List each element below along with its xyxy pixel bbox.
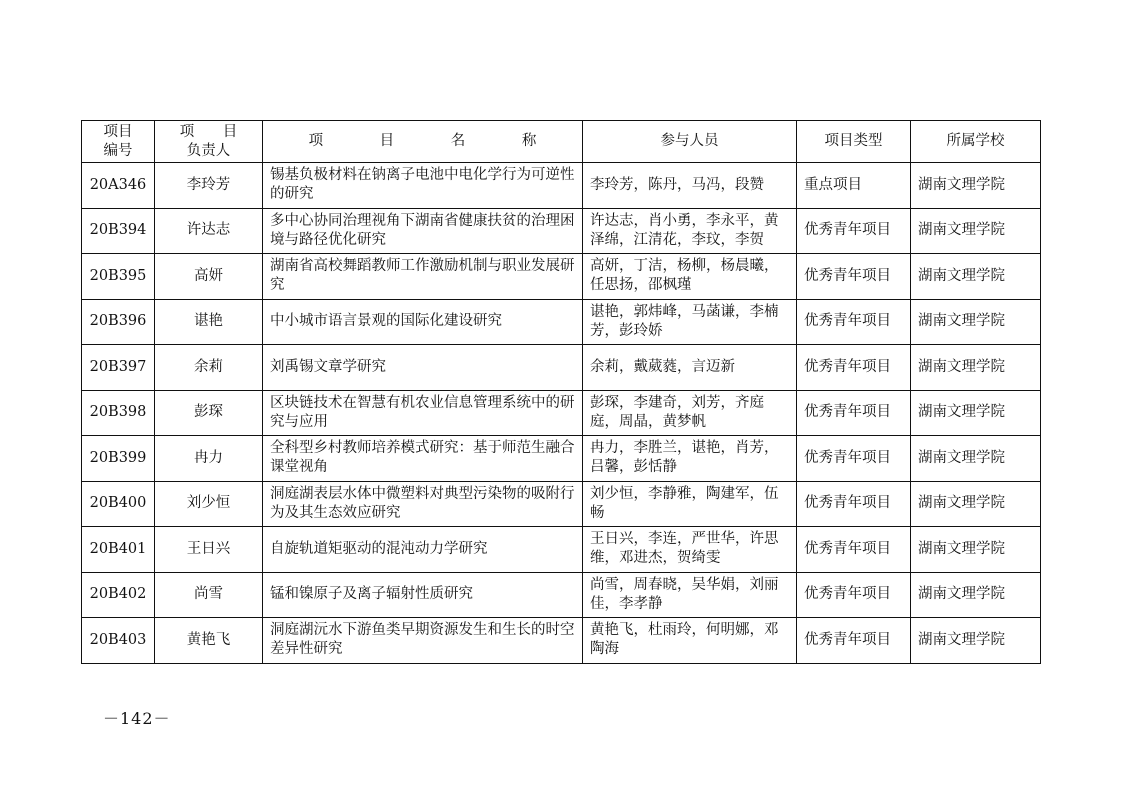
cell-school: 湖南文理学院 <box>911 618 1041 664</box>
cell-leader: 彭琛 <box>155 390 263 436</box>
header-leader-line2: 负责人 <box>186 142 231 159</box>
cell-project-type: 优秀青年项目 <box>797 208 911 254</box>
cell-project-id: 20B394 <box>82 208 155 254</box>
cell-project-type: 优秀青年项目 <box>797 527 911 573</box>
cell-leader: 王日兴 <box>155 527 263 573</box>
cell-leader: 黄艳飞 <box>155 618 263 664</box>
cell-project-type: 优秀青年项目 <box>797 390 911 436</box>
cell-project-type: 优秀青年项目 <box>797 345 911 391</box>
table-row <box>82 481 1041 527</box>
cell-project-name: 全科型乡村教师培养模式研究：基于师范生融合课堂视角 <box>263 436 583 482</box>
cell-members: 冉力，李胜兰，谌艳，肖芳，吕馨，彭恬静 <box>583 436 797 482</box>
table-row <box>82 618 1041 664</box>
table-row <box>82 299 1041 345</box>
table-row <box>82 163 1041 209</box>
cell-project-name: 湖南省高校舞蹈教师工作激励机制与职业发展研究 <box>263 254 583 300</box>
header-project-name-label: 项 目 名 称 <box>308 133 563 149</box>
cell-school: 湖南文理学院 <box>911 299 1041 345</box>
cell-project-type: 优秀青年项目 <box>797 572 911 618</box>
header-project-type: 项目类型 <box>797 121 911 163</box>
cell-project-name: 多中心协同治理视角下湖南省健康扶贫的治理困境与路径优化研究 <box>263 208 583 254</box>
cell-project-id: 20A346 <box>82 163 155 209</box>
cell-school: 湖南文理学院 <box>911 208 1041 254</box>
header-leader <box>155 121 263 163</box>
cell-leader: 冉力 <box>155 436 263 482</box>
table-header <box>82 121 1041 163</box>
cell-school: 湖南文理学院 <box>911 345 1041 391</box>
header-leader-line1: 项 目 <box>179 123 250 140</box>
cell-project-name: 锡基负极材料在钠离子电池中电化学行为可逆性的研究 <box>263 163 583 209</box>
header-project-id-line2: 编号 <box>103 142 133 159</box>
cell-project-type: 重点项目 <box>797 163 911 209</box>
cell-project-id: 20B400 <box>82 481 155 527</box>
cell-project-id: 20B398 <box>82 390 155 436</box>
cell-school: 湖南文理学院 <box>911 254 1041 300</box>
cell-members: 黄艳飞，杜雨玲，何明娜，邓陶海 <box>583 618 797 664</box>
cell-project-id: 20B401 <box>82 527 155 573</box>
header-project-id <box>82 121 155 163</box>
cell-project-id: 20B397 <box>82 345 155 391</box>
table-row <box>82 572 1041 618</box>
cell-school: 湖南文理学院 <box>911 527 1041 573</box>
cell-members: 许达志，肖小勇，李永平，黄泽绵，江清花，李玟，李贺 <box>583 208 797 254</box>
cell-leader: 刘少恒 <box>155 481 263 527</box>
cell-school: 湖南文理学院 <box>911 163 1041 209</box>
cell-members: 高妍，丁洁，杨柳，杨晨曦，任思扬，邵枫瑾 <box>583 254 797 300</box>
header-members: 参与人员 <box>583 121 797 163</box>
cell-project-id: 20B399 <box>82 436 155 482</box>
table-row <box>82 345 1041 391</box>
cell-leader: 李玲芳 <box>155 163 263 209</box>
cell-members: 彭琛，李建奇，刘芳，齐庭庭，周晶，黄梦帆 <box>583 390 797 436</box>
cell-project-type: 优秀青年项目 <box>797 299 911 345</box>
header-project-id-line1: 项目 <box>103 123 133 140</box>
cell-project-name: 区块链技术在智慧有机农业信息管理系统中的研究与应用 <box>263 390 583 436</box>
cell-project-id: 20B395 <box>82 254 155 300</box>
header-row <box>82 121 1041 163</box>
cell-project-name: 自旋轨道矩驱动的混沌动力学研究 <box>263 527 583 573</box>
cell-project-name: 洞庭湖表层水体中微塑料对典型污染物的吸附行为及其生态效应研究 <box>263 481 583 527</box>
cell-members: 王日兴，李连，严世华，许思维，邓进杰，贺绮雯 <box>583 527 797 573</box>
cell-project-type: 优秀青年项目 <box>797 436 911 482</box>
cell-project-name: 洞庭湖沅水下游鱼类早期资源发生和生长的时空差异性研究 <box>263 618 583 664</box>
cell-leader: 谌艳 <box>155 299 263 345</box>
cell-project-name: 刘禹锡文章学研究 <box>263 345 583 391</box>
table-row <box>82 390 1041 436</box>
table-row <box>82 208 1041 254</box>
cell-project-type: 优秀青年项目 <box>797 254 911 300</box>
table-row <box>82 527 1041 573</box>
table-row <box>82 254 1041 300</box>
header-project-name <box>263 121 583 163</box>
cell-leader: 尚雪 <box>155 572 263 618</box>
cell-project-id: 20B403 <box>82 618 155 664</box>
cell-members: 谌艳，郭炜峰，马菡谦，李楠芳，彭玲娇 <box>583 299 797 345</box>
page-number: －142－ <box>103 709 171 728</box>
cell-school: 湖南文理学院 <box>911 390 1041 436</box>
cell-project-name: 锰和镍原子及离子辐射性质研究 <box>263 572 583 618</box>
cell-school: 湖南文理学院 <box>911 481 1041 527</box>
header-school: 所属学校 <box>911 121 1041 163</box>
table-row <box>82 436 1041 482</box>
cell-leader: 高妍 <box>155 254 263 300</box>
cell-members: 余莉，戴葳蕤，言迈新 <box>583 345 797 391</box>
cell-leader: 余莉 <box>155 345 263 391</box>
cell-members: 李玲芳，陈丹，马冯，段赞 <box>583 163 797 209</box>
cell-school: 湖南文理学院 <box>911 436 1041 482</box>
cell-project-type: 优秀青年项目 <box>797 618 911 664</box>
cell-project-id: 20B396 <box>82 299 155 345</box>
cell-project-id: 20B402 <box>82 572 155 618</box>
table-body <box>82 163 1041 664</box>
cell-leader: 许达志 <box>155 208 263 254</box>
cell-project-type: 优秀青年项目 <box>797 481 911 527</box>
cell-members: 刘少恒，李静雅，陶建军，伍畅 <box>583 481 797 527</box>
cell-school: 湖南文理学院 <box>911 572 1041 618</box>
cell-project-name: 中小城市语言景观的国际化建设研究 <box>263 299 583 345</box>
project-table <box>81 120 1041 664</box>
cell-members: 尚雪，周春晓，吴华娟，刘丽佳，李孝静 <box>583 572 797 618</box>
